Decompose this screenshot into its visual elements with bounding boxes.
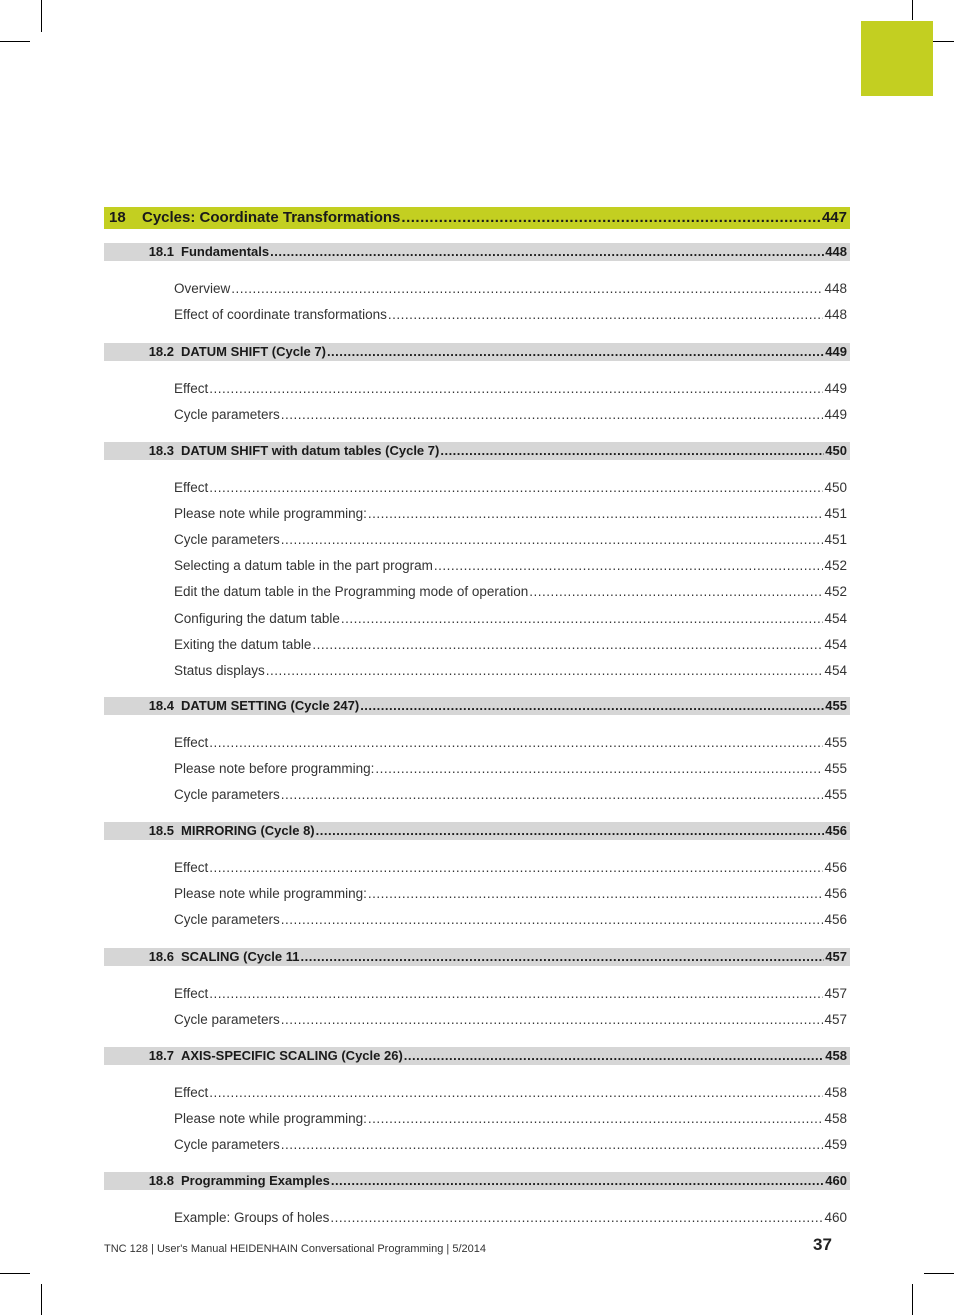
dot-leader	[231, 280, 823, 298]
page-footer: TNC 128 | User's Manual HEIDENHAIN Conversational Programming | 5/2014	[104, 1243, 486, 1255]
chapter-tab-marker	[861, 21, 933, 96]
toc-entry-row[interactable]	[104, 911, 850, 929]
entry-title: Cycle parameters	[174, 1137, 280, 1153]
dot-leader	[331, 1172, 824, 1190]
entry-title: Status displays	[174, 662, 265, 678]
entry-page: 448	[824, 307, 847, 323]
entry-page: 448	[824, 281, 847, 296]
section-number: 18.4	[148, 698, 174, 713]
crop-mark	[41, 1284, 42, 1315]
entry-title: Please note while programming:	[174, 506, 367, 522]
dot-leader	[401, 207, 821, 229]
toc-section-row[interactable]	[104, 697, 850, 715]
crop-mark	[912, 0, 913, 20]
toc-section-row[interactable]	[104, 1172, 850, 1190]
toc-section-row[interactable]	[104, 442, 850, 460]
section-page: 460	[825, 1173, 847, 1188]
crop-mark	[41, 0, 42, 32]
toc-entry-row[interactable]	[104, 885, 850, 903]
toc-entry-row[interactable]	[104, 1136, 850, 1154]
dot-leader	[368, 1110, 824, 1128]
dot-leader	[209, 734, 823, 752]
toc-entry-row[interactable]	[104, 662, 850, 680]
toc-entry-row[interactable]	[104, 636, 850, 654]
section-page: 449	[825, 344, 847, 359]
dot-leader	[375, 760, 823, 778]
dot-leader	[209, 1084, 823, 1102]
entry-title: Edit the datum table in the Programming mode of operation	[174, 584, 529, 600]
toc-entry-row[interactable]	[104, 479, 850, 497]
toc-entry-row[interactable]	[104, 1110, 850, 1128]
toc-section-row[interactable]	[104, 243, 850, 261]
dot-leader	[434, 557, 824, 575]
dot-leader	[368, 505, 824, 523]
entry-page: 458	[824, 1111, 847, 1127]
dot-leader	[404, 1047, 825, 1065]
toc-entry-row[interactable]	[104, 1011, 850, 1029]
entry-title: Selecting a datum table in the part program	[174, 558, 433, 574]
entry-title: Cycle parameters	[174, 912, 280, 928]
entry-title: Configuring the datum table	[174, 610, 340, 626]
dot-leader	[281, 911, 824, 929]
entry-title: Cycle parameters	[174, 407, 280, 423]
section-number: 18.8	[148, 1173, 174, 1188]
section-number: 18.7	[148, 1048, 174, 1063]
entry-page: 454	[824, 636, 847, 652]
section-title: Programming Examples	[181, 1173, 330, 1188]
dot-leader	[440, 442, 824, 460]
dot-leader	[209, 479, 823, 497]
section-page: 448	[825, 244, 847, 259]
entry-page: 456	[824, 912, 847, 928]
toc-section-row[interactable]	[104, 343, 850, 361]
entry-title: Please note while programming:	[174, 1111, 367, 1127]
entry-page: 456	[824, 860, 847, 875]
section-page: 456	[825, 823, 847, 838]
entry-page: 455	[824, 735, 847, 750]
dot-leader	[266, 662, 824, 680]
entry-title: Effect	[174, 735, 209, 750]
dot-leader	[209, 380, 823, 398]
toc-entry-row[interactable]	[104, 557, 850, 575]
entry-title: Overview	[174, 281, 231, 296]
entry-title: Example: Groups of holes	[174, 1210, 330, 1225]
dot-leader	[281, 1011, 824, 1029]
section-page: 450	[825, 443, 847, 458]
entry-page: 451	[824, 532, 847, 548]
toc-entry-row[interactable]	[104, 1209, 850, 1227]
chapter-number: 18	[109, 209, 126, 226]
entry-page: 458	[824, 1085, 847, 1100]
section-title: SCALING (Cycle 11	[181, 949, 300, 964]
toc-section-row[interactable]	[104, 1047, 850, 1065]
crop-mark	[912, 1284, 913, 1315]
toc-entry-row[interactable]	[104, 859, 850, 877]
entry-title: Effect	[174, 860, 209, 875]
entry-title: Exiting the datum table	[174, 636, 312, 652]
dot-leader	[360, 697, 824, 715]
section-page: 455	[825, 698, 847, 713]
entry-title: Effect	[174, 381, 209, 396]
entry-page: 452	[824, 558, 847, 574]
entry-title: Cycle parameters	[174, 787, 280, 803]
entry-title: Effect	[174, 480, 209, 495]
entry-page: 451	[824, 506, 847, 522]
crop-mark	[0, 1273, 30, 1274]
section-number: 18.5	[148, 823, 174, 838]
entry-page: 456	[824, 886, 847, 902]
section-number: 18.2	[148, 344, 174, 359]
dot-leader	[330, 1209, 823, 1227]
section-title: MIRRORING (Cycle 8)	[181, 823, 315, 838]
dot-leader	[312, 636, 823, 654]
entry-page: 449	[824, 381, 847, 396]
toc-entry-row[interactable]	[104, 583, 850, 601]
toc-section-row[interactable]	[104, 822, 850, 840]
crop-mark	[933, 41, 954, 42]
toc-entry-row[interactable]	[104, 786, 850, 804]
toc-chapter-row[interactable]	[104, 207, 850, 229]
crop-mark	[0, 41, 30, 42]
section-number: 18.3	[148, 443, 174, 458]
entry-page: 455	[824, 787, 847, 803]
toc-entry-row[interactable]	[104, 380, 850, 398]
chapter-title: Cycles: Coordinate Transformations	[142, 209, 401, 226]
section-number: 18.1	[148, 244, 174, 259]
entry-title: Effect	[174, 986, 209, 1001]
entry-page: 454	[824, 610, 847, 626]
dot-leader	[301, 948, 825, 966]
section-page: 457	[825, 949, 847, 964]
toc-section-row[interactable]	[104, 948, 850, 966]
entry-title: Effect	[174, 1085, 209, 1100]
dot-leader	[529, 583, 823, 601]
dot-leader	[281, 786, 824, 804]
entry-page: 459	[824, 1137, 847, 1153]
dot-leader	[270, 243, 824, 261]
section-number: 18.6	[148, 949, 174, 964]
dot-leader	[281, 1136, 824, 1154]
dot-leader	[316, 822, 825, 840]
entry-page: 449	[824, 407, 847, 423]
section-page: 458	[825, 1048, 847, 1063]
toc-entry-row[interactable]	[104, 280, 850, 298]
entry-page: 454	[824, 662, 847, 678]
dot-leader	[388, 306, 824, 324]
crop-mark	[924, 1273, 954, 1274]
entry-title: Cycle parameters	[174, 532, 280, 548]
chapter-page: 447	[821, 209, 847, 226]
toc-entry-row[interactable]	[104, 1084, 850, 1102]
section-title: Fundamentals	[181, 244, 270, 259]
entry-page: 455	[824, 761, 847, 777]
dot-leader	[209, 985, 823, 1003]
entry-page: 452	[824, 584, 847, 600]
entry-title: Effect of coordinate transformations	[174, 307, 387, 323]
section-title: AXIS-SPECIFIC SCALING (Cycle 26)	[181, 1048, 403, 1063]
entry-title: Please note while programming:	[174, 886, 367, 902]
toc-entry-row[interactable]	[104, 306, 850, 324]
section-title: DATUM SHIFT (Cycle 7)	[181, 344, 326, 359]
dot-leader	[209, 859, 823, 877]
toc-entry-row[interactable]	[104, 985, 850, 1003]
entry-page: 450	[824, 480, 847, 495]
dot-leader	[341, 610, 824, 628]
entry-page: 460	[824, 1210, 847, 1225]
page-number: 37	[813, 1235, 832, 1254]
section-title: DATUM SHIFT with datum tables (Cycle 7)	[181, 443, 440, 458]
toc-entry-row[interactable]	[104, 531, 850, 549]
entry-page: 457	[824, 986, 847, 1001]
toc-entry-row[interactable]	[104, 760, 850, 778]
toc-entry-row[interactable]	[104, 505, 850, 523]
entry-page: 457	[824, 1012, 847, 1028]
dot-leader	[368, 885, 824, 903]
toc-entry-row[interactable]	[104, 610, 850, 628]
toc-entry-row[interactable]	[104, 406, 850, 424]
dot-leader	[327, 343, 824, 361]
entry-title: Cycle parameters	[174, 1012, 280, 1028]
dot-leader	[281, 406, 824, 424]
dot-leader	[281, 531, 824, 549]
section-title: DATUM SETTING (Cycle 247)	[181, 698, 360, 713]
entry-title: Please note before programming:	[174, 761, 375, 777]
toc-entry-row[interactable]	[104, 734, 850, 752]
